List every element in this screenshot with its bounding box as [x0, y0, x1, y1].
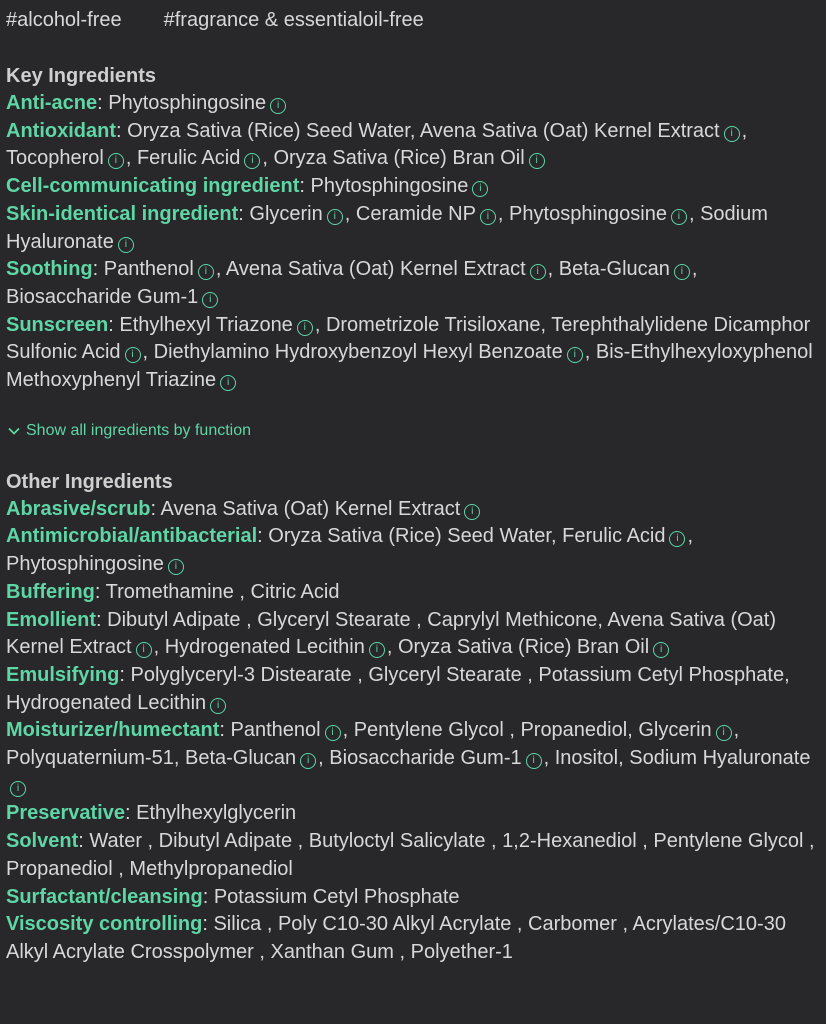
ingredient-name[interactable]: Butyloctyl Salicylate: [308, 830, 486, 853]
ingredient-name[interactable]: Silica: [213, 913, 262, 936]
ingredient-name[interactable]: Ceramide NP: [355, 202, 476, 225]
ingredient-name[interactable]: Ethylhexyl Triazone: [119, 313, 293, 336]
ingredient-name[interactable]: Propanediol: [6, 857, 113, 880]
ingredient-name[interactable]: Pentylene Glycol: [653, 830, 804, 853]
function-name[interactable]: Cell-communicating ingredient: [6, 175, 300, 198]
ingredient-name[interactable]: Carbomer: [528, 913, 617, 936]
ingredient-function-row: Sunscreen: Ethylhexyl Triazone i , Drometrizole Trisiloxane, Terephthalylidene Dicamphor Sulfonic Acid i , Diethylamino Hydroxybenzoyl Hexyl Benzoate i , Bis-Ethylhexyloxyphenol Methoxyphenyl Triazine i: [6, 313, 813, 392]
function-name[interactable]: Moisturizer/humectant: [6, 719, 220, 742]
ingredient-function-row: Antioxidant: Oryza Sativa (Rice) Seed Water, Avena Sativa (Oat) Kernel Extract i , Tocopherol i , Ferulic Acid i , Oryza Sativa (Rice) Bran Oil i: [6, 119, 748, 170]
ingredient-name[interactable]: Polyquaternium-51: [6, 747, 174, 770]
ingredient-name[interactable]: Sodium Hyaluronate: [6, 202, 768, 253]
ingredient-name[interactable]: Polyglyceryl-3 Distearate: [130, 663, 352, 686]
function-name[interactable]: Sunscreen: [6, 313, 109, 336]
ingredient-name[interactable]: Biosaccharide Gum-1: [329, 747, 522, 770]
ingredient-function-row: Antimicrobial/antibacterial: Oryza Sativa (Rice) Seed Water, Ferulic Acid i , Phytosphingosine i: [6, 525, 694, 576]
ingredient-name[interactable]: Oryza Sativa (Rice) Seed Water: [268, 525, 551, 548]
ingredient-function-row: Abrasive/scrub: Avena Sativa (Oat) Kernel Extract i: [6, 496, 820, 524]
info-icon[interactable]: i: [716, 725, 732, 741]
ingredient-name[interactable]: Glycerin: [638, 719, 712, 742]
ingredient-name[interactable]: Phytosphingosine: [6, 553, 164, 576]
function-name[interactable]: Antioxidant: [6, 119, 116, 142]
function-name[interactable]: Soothing: [6, 258, 93, 281]
function-name[interactable]: Emulsifying: [6, 663, 120, 686]
ingredient-name[interactable]: Phytosphingosine: [509, 202, 667, 225]
info-icon[interactable]: i: [118, 237, 134, 253]
ingredient-name[interactable]: Drometrizole Trisiloxane: [325, 313, 541, 336]
ingredient-name[interactable]: Avena Sativa (Oat) Kernel Extract: [160, 497, 461, 520]
info-icon[interactable]: i: [210, 698, 226, 714]
ingredient-name[interactable]: Acrylates/C10-30 Alkyl Acrylate Crosspolymer: [6, 913, 786, 963]
info-icon[interactable]: i: [10, 781, 26, 797]
ingredient-name[interactable]: Sodium Hyaluronate: [629, 747, 811, 770]
ingredient-function-row: Surfactant/cleansing: Potassium Cetyl Phosphate: [6, 885, 460, 908]
info-icon[interactable]: i: [669, 531, 685, 547]
info-icon[interactable]: i: [526, 753, 542, 769]
function-name[interactable]: Skin-identical ingredient: [6, 202, 239, 225]
ingredient-function-row: Viscosity controlling: Silica , Poly C10-30 Alkyl Acrylate , Carbomer , Acrylates/C10-30 Alkyl Acrylate Crosspolymer , Xanthan Gum , Polyether-1: [6, 913, 786, 963]
info-icon[interactable]: i: [472, 181, 488, 197]
info-icon[interactable]: i: [297, 320, 313, 336]
ingredient-name[interactable]: Panthenol: [230, 719, 321, 742]
ingredient-function-row: Preservative: Ethylhexylglycerin: [6, 802, 297, 825]
info-icon[interactable]: i: [270, 98, 286, 114]
ingredient-name[interactable]: Avena Sativa (Oat) Kernel Extract: [6, 608, 776, 659]
info-icon[interactable]: i: [202, 292, 218, 308]
ingredient-name[interactable]: Bis-Ethylhexyloxyphenol Methoxyphenyl Triazine: [6, 341, 813, 392]
ingredient-name[interactable]: Oryza Sativa (Rice) Bran Oil: [273, 147, 525, 170]
ingredient-name[interactable]: Diethylamino Hydroxybenzoyl Hexyl Benzoate: [153, 341, 563, 364]
info-icon[interactable]: i: [325, 725, 341, 741]
ingredient-name[interactable]: Potassium Cetyl Phosphate: [538, 663, 785, 686]
ingredient-name[interactable]: Methylpropanediol: [129, 857, 293, 880]
ingredient-function-row: Emulsifying: Polyglyceryl-3 Distearate , Glyceryl Stearate , Potassium Cetyl Phosphate, Hydrogenated Lecithin i: [6, 663, 790, 714]
key-ingredients-title: Key Ingredients: [6, 65, 157, 87]
ingredient-name[interactable]: Dibutyl Adipate: [158, 830, 293, 853]
other-ingredients-title: Other Ingredients: [6, 470, 173, 493]
info-icon[interactable]: i: [529, 153, 545, 169]
ingredient-name[interactable]: Hydrogenated Lecithin: [6, 691, 207, 714]
ingredient-name[interactable]: Phytosphingosine: [310, 175, 469, 198]
ingredient-name[interactable]: Pentylene Glycol: [353, 719, 504, 742]
info-icon[interactable]: i: [198, 264, 214, 280]
ingredient-name[interactable]: Poly C10-30 Alkyl Acrylate: [277, 913, 512, 936]
function-name[interactable]: Preservative: [6, 802, 125, 825]
function-name[interactable]: Emollient: [6, 608, 97, 631]
ingredient-name[interactable]: Avena Sativa (Oat) Kernel Extract: [225, 258, 526, 281]
ingredient-function-row: Solvent: Water , Dibutyl Adipate , Butyloctyl Salicylate , 1,2-Hexanediol , Pentylene Glycol , Propanediol , Methylpropanediol: [6, 830, 815, 880]
ingredient-name[interactable]: Biosaccharide Gum-1: [6, 285, 199, 308]
function-name[interactable]: Abrasive/scrub: [6, 497, 151, 520]
ingredient-name[interactable]: Glyceryl Stearate: [368, 663, 522, 686]
ingredient-function-row: Cell-communicating ingredient: Phytosphingosine i: [6, 173, 820, 201]
ingredient-name[interactable]: Phytosphingosine: [108, 92, 267, 114]
ingredient-name[interactable]: Xanthan Gum: [270, 940, 394, 963]
info-icon[interactable]: i: [567, 347, 583, 363]
chevron-down-icon: [6, 423, 22, 439]
ingredient-name[interactable]: Beta-Glucan: [185, 747, 297, 770]
info-icon[interactable]: i: [168, 559, 184, 575]
info-icon[interactable]: i: [136, 642, 152, 658]
tag-fragrance-free[interactable]: #fragrance & essentialoil-free: [163, 9, 424, 31]
info-icon[interactable]: i: [125, 347, 141, 363]
ingredient-name[interactable]: Potassium Cetyl Phosphate: [213, 885, 460, 908]
tag-alcohol-free[interactable]: #alcohol-free: [6, 9, 122, 31]
ingredient-name[interactable]: Caprylyl Methicone: [427, 608, 598, 631]
info-icon[interactable]: i: [300, 753, 316, 769]
ingredient-name[interactable]: Beta-Glucan: [558, 258, 670, 281]
ingredient-name[interactable]: Ethylhexylglycerin: [136, 802, 297, 825]
info-icon[interactable]: i: [464, 504, 480, 520]
show-all-label: Show all ingredients by function: [26, 421, 252, 439]
info-icon[interactable]: i: [244, 153, 260, 169]
ingredient-name[interactable]: Glyceryl Stearate: [257, 608, 411, 631]
ingredient-name[interactable]: Tocopherol: [6, 147, 104, 170]
ingredient-name[interactable]: Oryza Sativa (Rice) Seed Water: [127, 119, 410, 142]
function-name[interactable]: Buffering: [6, 580, 95, 603]
ingredient-name[interactable]: 1,2-Hexanediol: [502, 830, 637, 853]
ingredient-name[interactable]: Dibutyl Adipate: [107, 608, 241, 631]
other-ingredients-list: [6, 496, 820, 967]
info-icon[interactable]: i: [530, 264, 546, 280]
ingredient-name[interactable]: Oryza Sativa (Rice) Bran Oil: [398, 636, 650, 659]
info-icon[interactable]: i: [220, 375, 236, 391]
ingredient-name[interactable]: Inositol: [554, 747, 619, 770]
ingredient-function-row: Anti-acne: Phytosphingosine i: [6, 90, 820, 118]
info-icon[interactable]: i: [671, 209, 687, 225]
function-name[interactable]: Surfactant/cleansing: [6, 885, 203, 908]
ingredient-name[interactable]: Water: [89, 830, 142, 853]
tag-list: [6, 6, 820, 34]
ingredient-name[interactable]: Avena Sativa (Oat) Kernel Extract: [419, 119, 720, 142]
function-name[interactable]: Viscosity controlling: [6, 913, 203, 936]
info-icon[interactable]: i: [327, 209, 343, 225]
ingredient-function-row: Skin-identical ingredient: Glycerin i , Ceramide NP i , Phytosphingosine i , Sodium Hyaluronate i: [6, 202, 768, 253]
show-all-ingredients-toggle[interactable]: [6, 421, 251, 441]
ingredient-name[interactable]: Ferulic Acid: [136, 147, 241, 170]
ingredient-name[interactable]: Ferulic Acid: [562, 525, 666, 548]
ingredient-function-row: Soothing: Panthenol i , Avena Sativa (Oat) Kernel Extract i , Beta-Glucan i , Biosaccharide Gum-1 i: [6, 258, 698, 308]
ingredient-name[interactable]: Glycerin: [249, 202, 323, 225]
ingredient-name[interactable]: Citric Acid: [250, 580, 340, 603]
info-icon[interactable]: i: [674, 264, 690, 280]
key-ingredients-list: [6, 90, 820, 395]
ingredient-name[interactable]: Tromethamine: [105, 580, 234, 603]
function-name[interactable]: Anti-acne: [6, 92, 98, 114]
info-icon[interactable]: i: [369, 642, 385, 658]
info-icon[interactable]: i: [480, 209, 496, 225]
info-icon[interactable]: i: [653, 642, 669, 658]
ingredient-function-row: Buffering: Tromethamine , Citric Acid: [6, 580, 340, 603]
ingredient-function-row: Moisturizer/humectant: Panthenol i , Pentylene Glycol , Propanediol, Glycerin i , Polyquaternium-51, Beta-Glucan i , Biosaccharide Gum-1 i , Inositol, Sodium Hyaluronatei: [6, 717, 820, 800]
ingredient-name[interactable]: Hydrogenated Lecithin: [164, 636, 365, 659]
function-name[interactable]: Antimicrobial/antibacterial: [6, 525, 258, 548]
ingredient-name[interactable]: Polyether-1: [410, 940, 513, 963]
ingredient-function-row: Emollient: Dibutyl Adipate , Glyceryl Stearate , Caprylyl Methicone, Avena Sativa (Oat) Kernel Extract i , Hydrogenated Lecithin i , Oryza Sativa (Rice) Bran Oil i: [6, 608, 776, 659]
info-icon[interactable]: i: [724, 126, 740, 142]
function-name[interactable]: Solvent: [6, 830, 79, 853]
info-icon[interactable]: i: [108, 153, 124, 169]
ingredient-name[interactable]: Panthenol: [103, 258, 194, 281]
ingredient-name[interactable]: Propanediol: [520, 719, 628, 742]
ingredient-name[interactable]: Terephthalylidene Dicamphor Sulfonic Acid: [6, 313, 811, 364]
